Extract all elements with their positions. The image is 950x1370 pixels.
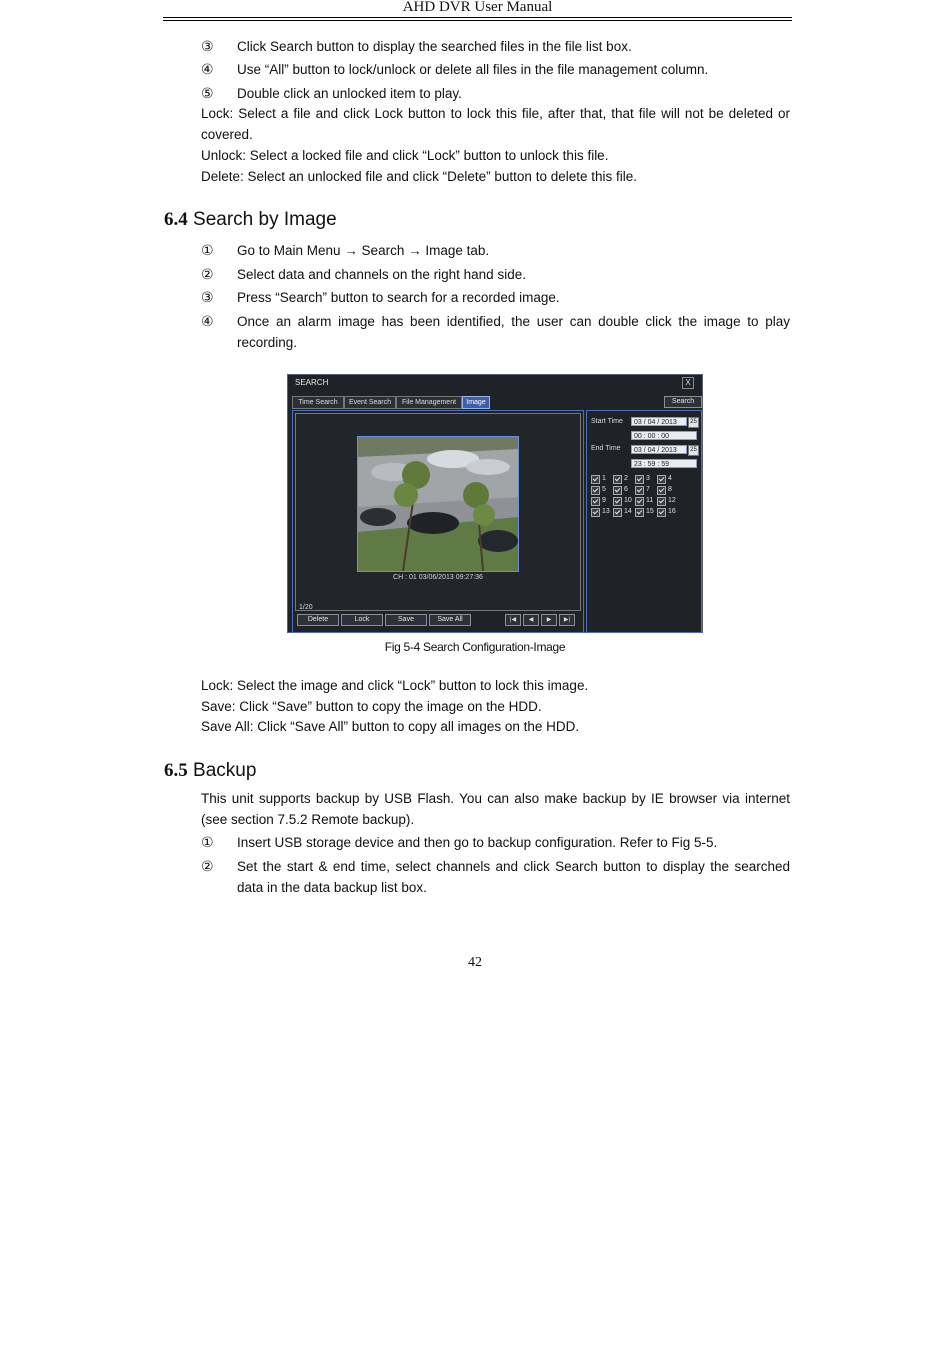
definition: : Click “Save All” button to copy all images on the HDD.: [249, 719, 580, 734]
list-item: [201, 265, 790, 286]
window-title: SEARCH: [295, 378, 329, 387]
step-number: ④: [201, 314, 214, 330]
step-number: ③: [201, 290, 214, 306]
step-number: ②: [201, 267, 214, 283]
step-text: Once an alarm image has been identified, the user can double click the image to play recording.: [237, 314, 790, 350]
definition: Select a locked file and click “Lock” button to unlock this file.: [246, 148, 609, 163]
step-number: ②: [201, 859, 214, 875]
next-page-icon[interactable]: ▶: [541, 614, 557, 626]
term-save-all: Save All: [201, 719, 250, 734]
manual-title: AHD DVR User Manual: [402, 0, 553, 15]
image-panel: [292, 410, 584, 633]
search-button[interactable]: Search: [664, 396, 702, 408]
unlock-description: [201, 146, 790, 167]
channel-checkbox[interactable]: [635, 508, 644, 517]
close-icon[interactable]: X: [682, 377, 694, 389]
channel-label: 1: [602, 475, 606, 482]
step-text: Use “All” button to lock/unlock or delete all files in the file management column.: [237, 62, 709, 77]
section-title: Backup: [187, 760, 257, 781]
step-number: ④: [201, 62, 214, 78]
tab-event-search[interactable]: Event Search: [344, 396, 396, 409]
channel-label: 8: [668, 486, 672, 493]
step-text: Insert USB storage device and then go to backup configuration. Refer to Fig 5-5.: [237, 835, 718, 850]
backup-intro: This unit supports backup by USB Flash. You can also make backup by IE browser via internet (see section 7.5.2 Remote backup).: [201, 791, 790, 827]
step-number: ⑤: [201, 86, 214, 102]
step-text: Go to Main Menu → Search → Image tab.: [237, 243, 490, 258]
tab-time-search[interactable]: Time Search: [292, 396, 344, 409]
image-save-all-description: [201, 717, 790, 738]
image-save-description: [201, 697, 790, 718]
channel-label: 3: [646, 475, 650, 482]
term-lock: Lock: [201, 678, 230, 693]
step-number: ①: [201, 243, 214, 259]
search-image-screenshot: [287, 374, 703, 633]
channel-checkbox[interactable]: [657, 475, 666, 484]
channel-checkbox[interactable]: [635, 486, 644, 495]
list-item: [201, 312, 790, 354]
header-rule: [163, 17, 792, 18]
section-number: 6.5: [164, 760, 188, 781]
delete-description: [201, 167, 790, 188]
step-text: Select data and channels on the right hand side.: [237, 267, 526, 282]
first-page-icon[interactable]: |◀: [505, 614, 521, 626]
calendar-icon[interactable]: 25: [688, 445, 699, 456]
channel-checkbox[interactable]: [657, 497, 666, 506]
channel-checkbox[interactable]: [613, 475, 622, 484]
channel-label: 5: [602, 486, 606, 493]
list-item: [201, 857, 790, 899]
term-lock: Lock:: [201, 106, 234, 121]
page-header: [163, 0, 792, 22]
calendar-icon[interactable]: 25: [688, 417, 699, 428]
prev-page-icon[interactable]: ◀: [523, 614, 539, 626]
end-time-label: End Time: [591, 445, 621, 452]
start-time-label: Start Time: [591, 418, 623, 425]
list-item: [201, 241, 790, 262]
channel-label: 2: [624, 475, 628, 482]
channel-label: 14: [624, 508, 632, 515]
section-title: Search by Image: [187, 209, 337, 230]
section-number: 6.4: [164, 209, 188, 230]
end-date-field[interactable]: 03 / 04 / 2013: [631, 445, 687, 454]
definition: Select an unlocked file and click “Delete” button to delete this file.: [243, 169, 638, 184]
tab-file-management[interactable]: File Management: [396, 396, 462, 409]
term-delete: Delete:: [201, 169, 244, 184]
channel-label: 12: [668, 497, 676, 504]
list-item: [201, 60, 790, 81]
list-item: [201, 288, 790, 309]
definition: : Select the image and click “Lock” button to lock this image.: [229, 678, 589, 693]
channel-label: 6: [624, 486, 628, 493]
channel-checkbox[interactable]: [591, 508, 600, 517]
channel-checkbox[interactable]: [657, 508, 666, 517]
channel-label: 7: [646, 486, 650, 493]
section-heading-6-4: [164, 208, 337, 232]
end-time-field[interactable]: 23 : 59 : 59: [631, 459, 697, 468]
step-text: Double click an unlocked item to play.: [237, 86, 462, 101]
section-heading-6-5: [164, 759, 256, 783]
channel-label: 9: [602, 497, 606, 504]
tab-image[interactable]: Image: [462, 396, 490, 409]
parking-lot-image: [358, 437, 518, 571]
image-viewer: [295, 413, 581, 611]
channel-checkbox[interactable]: [635, 497, 644, 506]
delete-button[interactable]: Delete: [297, 614, 339, 626]
definition: Select a file and click Lock button to lock this file, after that, that file will not be deleted or covered.: [201, 106, 790, 142]
channel-label: 16: [668, 508, 676, 515]
image-timestamp-label: CH : 01 03/06/2013 09:27:36: [393, 574, 483, 581]
header-rule-thick: [163, 20, 792, 21]
last-page-icon[interactable]: ▶|: [559, 614, 575, 626]
definition: : Click “Save” button to copy the image on the HDD.: [231, 699, 542, 714]
search-window: [287, 374, 703, 633]
channel-label: 10: [624, 497, 632, 504]
step-number: ③: [201, 39, 214, 55]
list-item: [201, 37, 790, 58]
channel-label: 11: [646, 497, 654, 504]
search-criteria-panel: [586, 410, 702, 633]
list-item: [201, 833, 790, 854]
channel-checkbox[interactable]: [591, 486, 600, 495]
step-text: Click Search button to display the searched files in the file list box.: [237, 39, 632, 54]
start-time-field[interactable]: 00 : 00 : 00: [631, 431, 697, 440]
step-number: ①: [201, 835, 214, 851]
page-number: 42: [468, 955, 482, 970]
term-unlock: Unlock:: [201, 148, 247, 163]
step-text: Press “Search” button to search for a recorded image.: [237, 290, 560, 305]
channel-checkbox[interactable]: [591, 497, 600, 506]
lock-description: [201, 104, 790, 145]
channel-label: 15: [646, 508, 654, 515]
figure-caption: Fig 5-4 Search Configuration-Image: [384, 640, 566, 654]
channel-checkbox[interactable]: [635, 475, 644, 484]
lock-button[interactable]: Lock: [341, 614, 383, 626]
step-text: Set the start & end time, select channels and click Search button to display the searched data in the data backup list box.: [237, 859, 790, 895]
channel-label: 13: [602, 508, 610, 515]
start-date-field[interactable]: 03 / 04 / 2013: [631, 417, 687, 426]
save-all-button[interactable]: Save All: [429, 614, 471, 626]
channel-checkbox[interactable]: [613, 508, 622, 517]
recorded-image-thumbnail[interactable]: [357, 436, 519, 572]
channel-checkbox[interactable]: [591, 475, 600, 484]
channel-label: 4: [668, 475, 672, 482]
term-save: Save: [201, 699, 232, 714]
channel-checkbox[interactable]: [657, 486, 666, 495]
save-button[interactable]: Save: [385, 614, 427, 626]
channel-checkbox[interactable]: [613, 486, 622, 495]
channel-checkbox[interactable]: [613, 497, 622, 506]
image-lock-description: [201, 676, 790, 697]
list-item: [201, 84, 790, 105]
page-indicator: 1/20: [299, 604, 313, 611]
